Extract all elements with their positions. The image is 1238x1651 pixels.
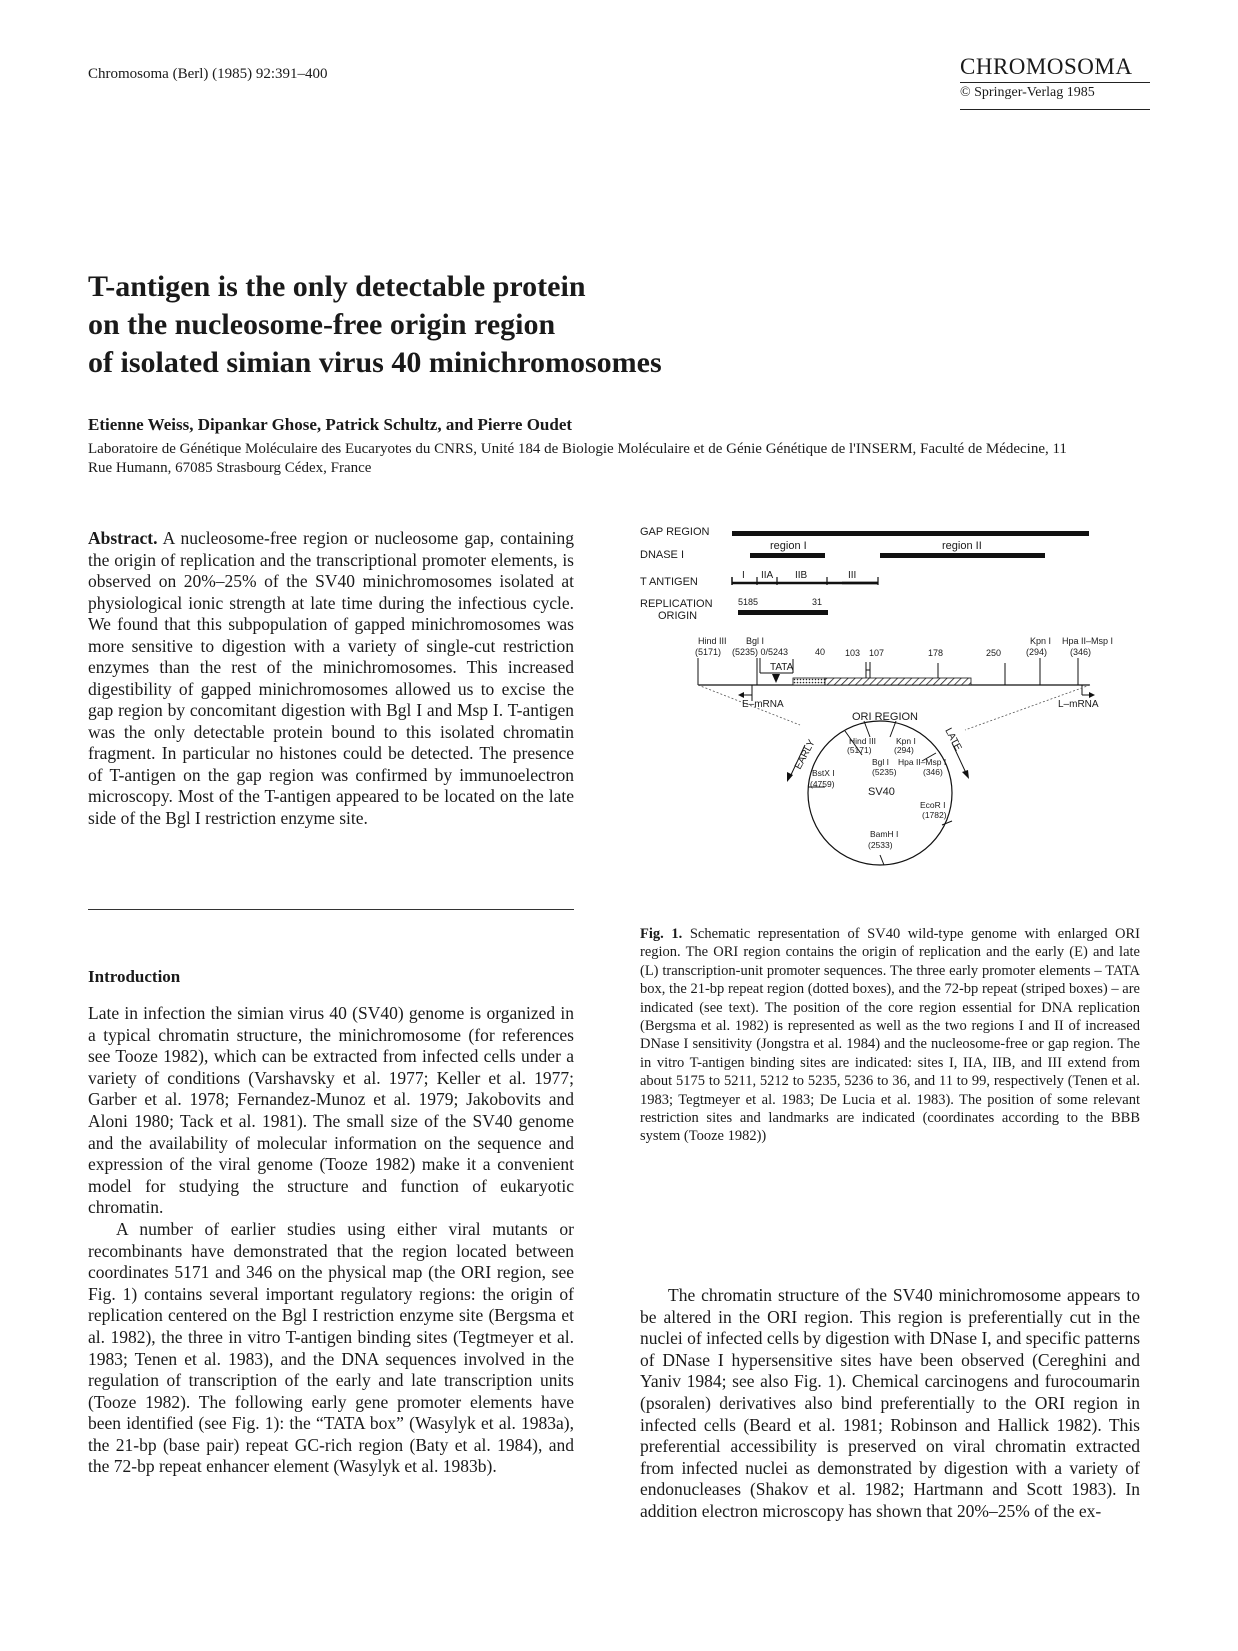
circle-hind-label: Hind III	[849, 736, 876, 746]
coord-178: 178	[928, 648, 944, 658]
abstract-label: Abstract.	[88, 528, 158, 548]
figure-1-diagram	[640, 525, 1140, 925]
replication-origin-bar	[738, 610, 828, 615]
introduction-body	[88, 1003, 574, 1478]
authors: Etienne Weiss, Dipankar Ghose, Patrick Schultz, and Pierre Oudet	[88, 415, 573, 434]
bgl-coord: (5235) 0/5243	[732, 647, 789, 657]
title-line: on the nucleosome-free origin region	[88, 308, 556, 341]
figure-1	[640, 525, 1140, 925]
site-iii-label: III	[848, 570, 857, 581]
right-paragraph-1: The chromatin structure of the SV40 minichromosome appears to be altered in the ORI region. This region is preferentially cut in the nuclei of infected cells by digestion with DNase I, and specific patterns of DNase I hypersensitive sites have been observed (Cereghini and Yaniv 1984; see also Fig. 1). Chemical carcinogens and furocoumarin (psoralen) derivatives also bind preferentially to the ORI region in infected cells (Beard et al. 1981; Robinson and Hallick 1982). This preferential accessibility is preserved on viral chromatin extracted from infected nuclei as demonstrated by digestion with a variety of endonucleases (Shakov et al. 1982; Hartmann and Scott 1983). In addition electron microscopy has shown that 20%–25% of the ex-	[640, 1285, 1140, 1521]
label-replication: REPLICATION	[640, 598, 713, 610]
circle-hind-coord: (5171)	[847, 745, 872, 755]
journal-citation: Chromosoma (Berl) (1985) 92:391–400	[88, 66, 328, 82]
figure-caption	[640, 925, 1140, 1146]
circle-eco-coord: (1782)	[922, 810, 947, 820]
caption-text: Schematic representation of SV40 wild-type genome with enlarged ORI region. The ORI region contains the origin of replication and the early (E) and late (L) transcription-unit promoter sequences. The three early promoter elements – TATA box, the 21-bp repeat region (dotted boxes), and the 72-bp repeat (striped boxes) – are indicated (see text). The position of the core region essential for DNA replication (Bergsma et al. 1982) is represented as well as the two regions I and II of increased DNase I sensitivity (Jongstra et al. 1984) and the nucleosome-free or gap region. The in vitro T-antigen binding sites are indicated: sites I, IIA, IIB, and III extend from about 5175 to 5211, 5212 to 5235, 5236 to 36, and 11 to 99, respectively (Tenen et al. 1983; Tegtmeyer et al. 1983; De Lucia et al. 1983). The position of some relevant restriction sites and landmarks are indicated (coordinates according to the BBB system (Tooze 1982))	[640, 926, 1141, 1145]
abstract-text: A nucleosome-free region or nucleosome gap, containing the origin of replication and the transcriptional promoter elements, is observed on 20%–25% of the SV40 minichromosomes isolated at physiological ionic strength at late time during the infectious cycle. We found that this subpopulation of gapped minichromosomes was more sensitive to digestion with a variety of single-cut restriction enzymes than the rest of the minichromosomes. This increased digestibility of gapped minichromosomes allowed us to excise the gap region by concomitant digestion with Bgl I and Msp I. T-antigen was the only detectable protein bound to this isolated chromatin fragment. In particular no histones could be detected. The presence of T-antigen on the gap region was confirmed by immunoelectron microscopy. Most of the T-antigen appeared to be located on the late side of the Bgl I restriction enzyme site.	[88, 528, 574, 828]
site-iia-label: IIA	[761, 570, 774, 581]
copyright: © Springer-Verlag 1985	[960, 83, 1150, 110]
l-mrna-label: L–mRNA	[1058, 699, 1099, 710]
label-origin: ORIGIN	[658, 610, 698, 622]
hind-coord: (5171)	[695, 647, 722, 657]
kpn-coord: (294)	[1026, 647, 1048, 657]
title-line: T-antigen is the only detectable protein	[88, 270, 586, 303]
journal-name: CHROMOSOMA	[960, 54, 1150, 83]
circle-bgl-label: Bgl I	[872, 757, 890, 767]
site-iib-label: IIB	[795, 570, 808, 581]
introduction-heading: Introduction	[88, 967, 181, 986]
early-label: EARLY	[792, 737, 818, 772]
hpa-coord: (346)	[1070, 647, 1092, 657]
circle-kpn-label: Kpn I	[896, 736, 916, 746]
section-divider	[88, 909, 574, 910]
e-mrna-label: E–mRNA	[742, 699, 784, 710]
label-dnase: DNASE I	[640, 549, 685, 561]
paper-title	[88, 268, 988, 382]
affiliation: Laboratoire de Génétique Moléculaire des Eucaryotes du CNRS, Unité 184 de Biologie Moléculaire et de Génie Génétique de l'INSERM, Faculté de Médecine, 11 Rue Humann, 67085 Strasbourg Cédex, France	[88, 441, 1067, 476]
circle-bgl-coord: (5235)	[872, 767, 897, 777]
abstract	[88, 528, 574, 829]
gap-region-bar	[732, 531, 1089, 536]
region-2-bar	[880, 553, 1045, 558]
circle-hpa-coord: (346)	[923, 767, 943, 777]
coord-250: 250	[986, 648, 1002, 658]
intro-paragraph-2: A number of earlier studies using either viral mutants or recombinants have demonstrated that the region located between coordinates 5171 and 346 on the physical map (the ORI region, see Fig. 1) contains several important regulatory regions: the origin of replication centered on the Bgl I restriction enzyme site (Bergsma et al. 1982), the three in vitro T-antigen binding sites (Tegtmeyer et al. 1983; Tenen et al. 1983), and the DNA sequences involved in the regulation of transcription of the early and late transcription units (Tooze 1982). The following early gene promoter elements have been identified (see Fig. 1): the “TATA box” (Wasylyk et al. 1983a), the 21-bp (base pair) repeat GC-rich region (Baty et al. 1984), and the 72-bp repeat enhancer element (Wasylyk et al. 1983b).	[88, 1218, 574, 1477]
circle-bam-label: BamH I	[870, 829, 899, 839]
site-i-label: I	[742, 570, 745, 581]
rep-start-label: 5185	[738, 597, 759, 607]
tata-label: TATA	[770, 662, 794, 673]
circle-eco-label: EcoR I	[920, 800, 946, 810]
circle-hpa-label: Hpa II–Msp I	[898, 757, 947, 767]
intro-paragraph-1: Late in infection the simian virus 40 (SV40) genome is organized in a typical chromatin structure, the minichromosome (for references see Tooze 1982), which can be extracted from infected cells under a variety of conditions (Varshavsky et al. 1977; Keller et al. 1977; Garber et al. 1978; Fernandez-Munoz et al. 1979; Jakobovits and Aloni 1980; Tack et al. 1981). The small size of the SV40 genome and the availability of molecular information on the sequence and expression of the viral genome (Tooze 1982) make it a convenient model for studying the structure and function of eukaryotic chromatin.	[88, 1003, 574, 1218]
circle-kpn-coord: (294)	[894, 745, 914, 755]
hind-label: Hind III	[698, 636, 727, 646]
hpa-label: Hpa II–Msp I	[1062, 636, 1114, 646]
title-line: of isolated simian virus 40 minichromosomes	[88, 346, 662, 379]
coord-107: 107	[869, 648, 885, 658]
circle-center-label: SV40	[868, 786, 895, 798]
kpn-label: Kpn I	[1030, 636, 1052, 646]
right-column-body	[640, 1285, 1140, 1523]
label-tantigen: T ANTIGEN	[640, 576, 698, 588]
caption-label: Fig. 1.	[640, 926, 683, 942]
region-1-bar	[750, 553, 825, 558]
circle-bst-coord: (4759)	[810, 779, 835, 789]
late-label: LATE	[942, 726, 964, 753]
circle-bam-coord: (2533)	[868, 840, 893, 850]
label-gap-region: GAP REGION	[640, 526, 710, 538]
bgl-label: Bgl I	[746, 636, 765, 646]
coord-40: 40	[815, 647, 826, 657]
coord-103: 103	[845, 648, 861, 658]
journal-block	[960, 54, 1150, 110]
region-2-label: region II	[942, 540, 982, 552]
ori-region-label: ORI REGION	[852, 711, 919, 723]
region-1-label: region I	[770, 540, 807, 552]
circle-bst-label: BstX I	[812, 768, 835, 778]
rep-end-label: 31	[812, 597, 823, 607]
